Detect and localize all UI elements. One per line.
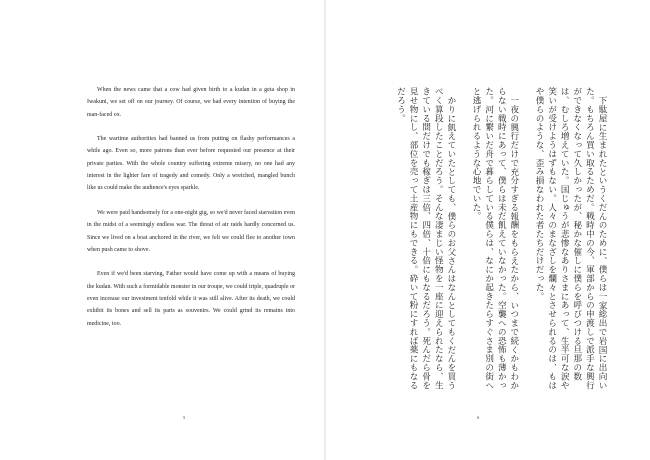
left-page-text	[87, 84, 295, 330]
paragraph: We were paid handsomely for a one-night gig, so we'd never faced starvation even in the midst of a seemingly endless war. The threat of air raids hardly concerned us. Since we lived on a boat anchored in the river, we felt we could flee to another town when push came to shove.	[87, 209, 295, 253]
paragraph: Even if we'd been starving, Father would have come up with a means of buying the kudan. With such a formidable monster in our troupe, we could triple, quadruple or even increase our investment tenfold while it was still alive. After its death, we could exhibit its bones and sell its parts as souvenirs. We could grind its remains into medicine, too.	[87, 271, 295, 327]
right-page-text	[376, 87, 608, 397]
right-page-number: 6	[477, 415, 480, 420]
paragraph: かりに飢えていたとしても、僕らのお父さんはなんとしてもくだんを買うべく算段したことだろう。そんな凄まじい怪物を一座に迎えられたなら、生きている間だけでも稼ぎは三倍、四倍、十倍にもなるだろう。死んだら骨を見せ物にし、部位を売って土産物にもできる。砕いて粉にすれば薬にもなるだろう。	[395, 87, 456, 390]
paragraph: When the news came that a cow had given birth to a kudan in a geta shop in Iwakuni, we set off on our journey. Of course, we had every intention of buying the man-faced ox.	[87, 87, 295, 118]
paragraph: 下駄屋に生まれたというくだんのために、僕らは一家総出で岩国に出向いた。もちろん買い取るためだ。戦時中の今、軍部からの申渡しで派手な興行ができなくなって久しかったが、秘かな催しに僕らを呼びつける旦那の数は、むしろ増えていた。国じゅうが悲惨なありさまにあって、生半可な涙や笑いが受けようはずもない。人々のまなざしを爛々とさせられるのは、もはや僕らのような、歪み損なわれた者たちだけだった。	[534, 87, 607, 390]
page-gutter	[324, 0, 326, 460]
paragraph: 一夜の興行だけで充分すぎる報酬をもらえたから、いつまで続くかもわからない戦時にあって、僕らは未だ飢えていなかった。空襲への恐怖も薄かった。河に繋いだ舟で暮らしている僕らは、なにか起きたらすぐさま別の街へと逃げられるような心地でいた。	[471, 87, 519, 390]
paragraph: The wartime authorities had banned us from putting on flashy performances a while ago. Even so, more patrons than ever before requested our presence at their private parties. With the whole country suffering extreme misery, no one had any interest in the lighter fare of tragedy and comedy. Only a wretched, mangled bunch like us could make the audience's eyes sparkle.	[87, 136, 295, 192]
left-page-number: 5	[183, 415, 186, 420]
